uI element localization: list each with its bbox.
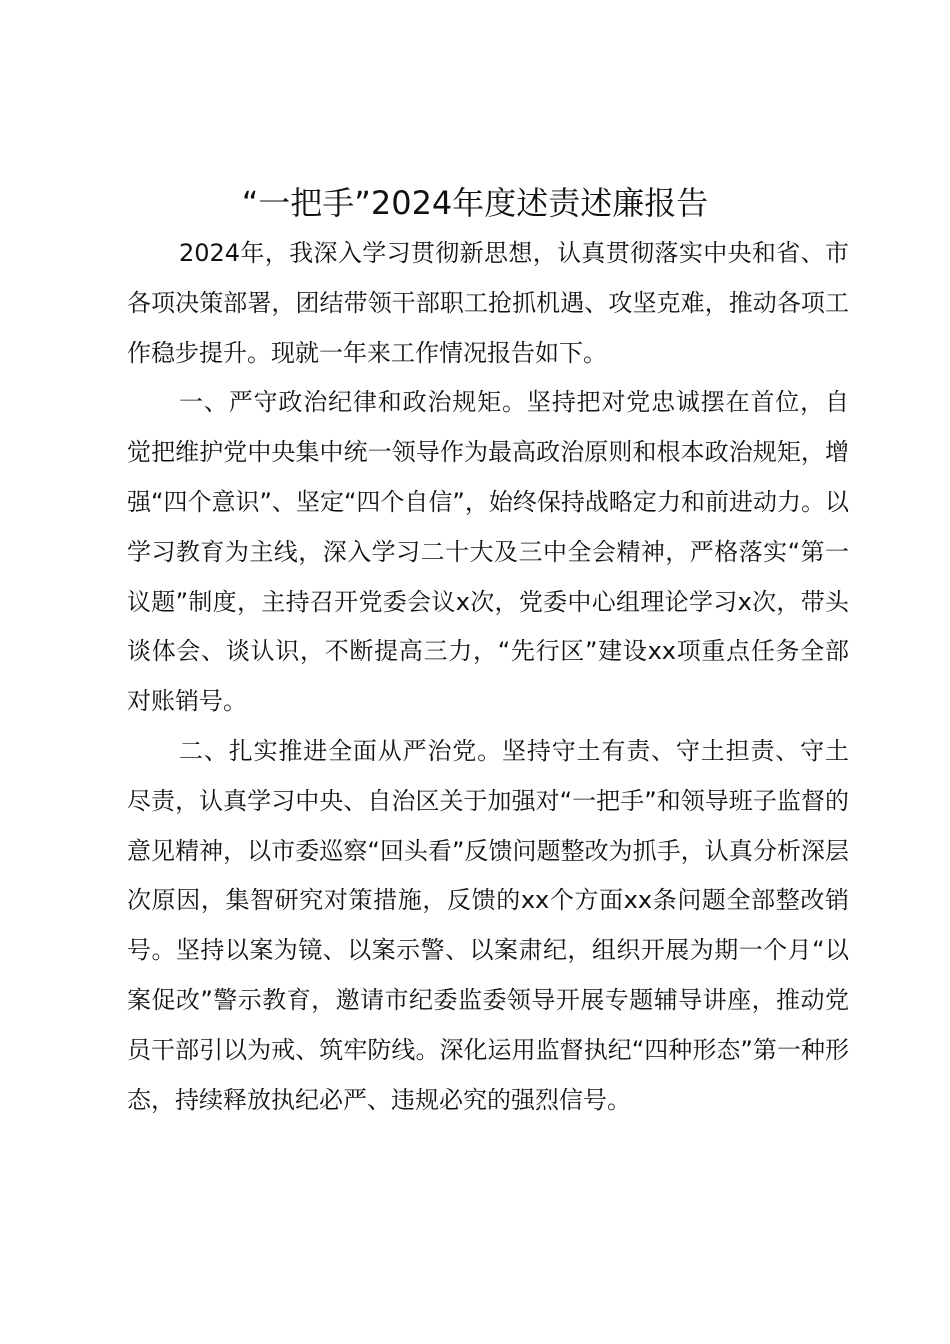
- document-title: “一把手”2024年度述责述廉报告: [241, 184, 709, 222]
- document-body: [127, 229, 849, 1125]
- paragraph-party-governance: 二、扎实推进全面从严治党。坚持守土有责、守土担责、守土尽责，认真学习中央、自治区关于加强对“一把手”和领导班子监督的意见精神，以市委巡察“回头看”反馈问题整改为抓手，认真分析深层次原因，集智研究对策措施，反馈的xx个方面xx条问题全部整改销号。坚持以案为镜、以案示警、以案肃纪，组织开展为期一个月“以案促改”警示教育，邀请市纪委监委领导开展专题辅导讲座，推动党员干部引以为戒、筑牢防线。深化运用监督执纪“四种形态”第一种形态，持续释放执纪必严、违规必究的强烈信号。: [127, 736, 849, 1114]
- paragraph-political-discipline: 一、严守政治纪律和政治规矩。坚持把对党忠诚摆在首位，自觉把维护党中央集中统一领导作为最高政治原则和根本政治规矩，增强“四个意识”、坚定“四个自信”，始终保持战略定力和前进动力。以学习教育为主线，深入学习二十大及三中全会精神，严格落实“第一议题”制度，主持召开党委会议x次，党委中心组理论学习x次，带头谈体会、谈认识，不断提高三力，“先行区”建设xx项重点任务全部对账销号。: [127, 388, 849, 716]
- paragraph-intro: 2024年，我深入学习贯彻新思想，认真贯彻落实中央和省、市各项决策部署，团结带领干部职工抢抓机遇、攻坚克难，推动各项工作稳步提升。现就一年来工作情况报告如下。: [127, 239, 849, 367]
